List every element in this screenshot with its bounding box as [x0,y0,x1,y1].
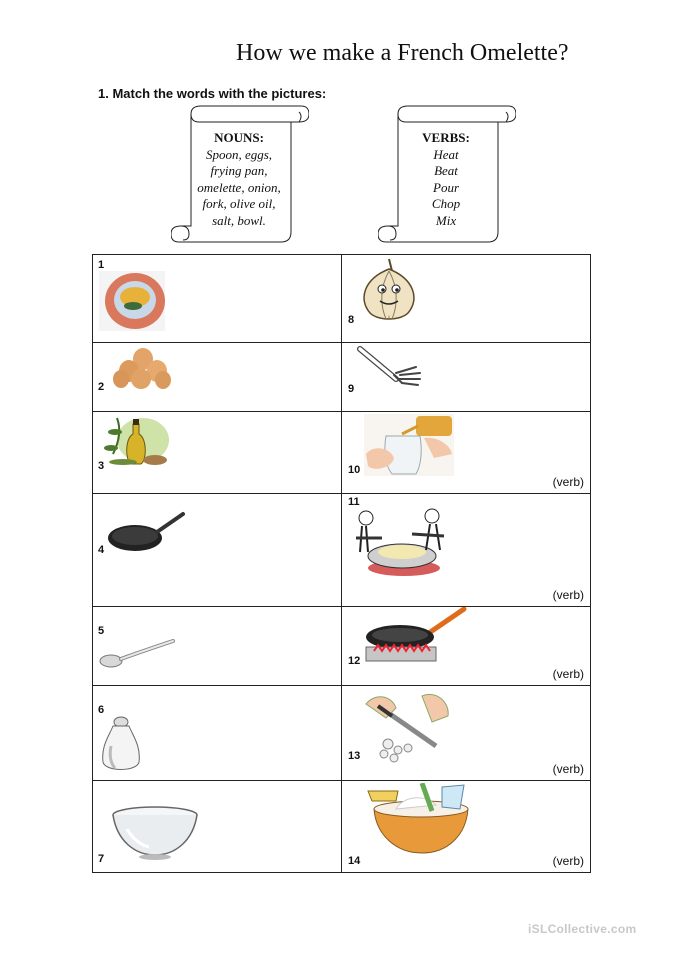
verbs-list [400,130,492,229]
cell-8 [342,255,591,343]
item-number: 8 [348,314,355,326]
item-number: 4 [98,544,105,556]
nouns-line: fork, olive oil, [202,196,276,211]
eggs-icon [113,347,173,389]
verbs-heading: VERBS: [422,130,470,145]
nouns-line: Spoon, eggs, [205,146,273,162]
item-number: 5 [98,625,105,637]
item-number: 6 [98,704,105,716]
verb-tag: (verb) [552,667,584,681]
salt-shaker-icon [99,716,143,774]
nouns-list [193,130,285,229]
chop-icon [362,690,454,766]
item-number: 10 [348,464,361,476]
cell-6 [93,686,342,781]
heat-icon [364,607,468,663]
cell-14 [342,781,591,873]
cell-9 [342,343,591,412]
beat-icon [352,508,448,580]
bowl-icon [111,805,201,861]
table-row [93,255,591,343]
item-number: 1 [98,259,105,271]
item-number: 7 [98,853,105,865]
nouns-line: salt, bowl. [212,212,266,228]
cell-11 [342,494,591,607]
nouns-line: frying pan, [210,163,268,178]
cell-5 [93,607,342,686]
mix-icon [366,783,478,855]
nouns-heading: NOUNS: [214,130,264,145]
table-row [93,412,591,494]
table-row [93,343,591,412]
item-number: 2 [98,381,105,393]
watermark: iSLCollective.com [528,922,637,936]
item-number: 3 [98,460,105,472]
verbs-line: Heat [433,146,459,162]
item-number: 9 [348,383,355,395]
spoon-icon [97,635,175,671]
cell-12 [342,607,591,686]
cell-1 [93,255,342,343]
pour-icon [364,414,454,476]
verbs-line: Pour [433,179,459,195]
cell-7 [93,781,342,873]
table-row [93,607,591,686]
item-number: 12 [348,655,361,667]
verbs-line: Beat [434,163,458,178]
matching-grid [92,254,591,873]
page-title: How we make a French Omelette? [236,40,569,66]
cell-4 [93,494,342,607]
verb-tag: (verb) [552,475,584,489]
table-row [93,686,591,781]
table-row [93,494,591,607]
verb-tag: (verb) [552,762,584,776]
table-row [93,781,591,873]
item-number: 11 [348,496,360,508]
verb-tag: (verb) [552,588,584,602]
item-number: 14 [348,855,361,867]
instruction: 1. Match the words with the pictures: [98,86,327,101]
omelette-icon [99,271,165,331]
frying-pan-icon [107,506,187,556]
olive-oil-icon [103,414,171,468]
cell-13 [342,686,591,781]
verbs-line: Chop [431,196,461,211]
nouns-line: omelette, onion, [197,179,281,195]
verbs-line: Mix [435,212,457,228]
fork-icon [356,345,426,395]
cell-2 [93,343,342,412]
cell-10 [342,412,591,494]
verb-tag: (verb) [552,854,584,868]
nouns-scroll [171,104,309,244]
item-number: 13 [348,750,361,762]
onion-icon [356,257,422,323]
verbs-scroll [378,104,516,244]
cell-3 [93,412,342,494]
